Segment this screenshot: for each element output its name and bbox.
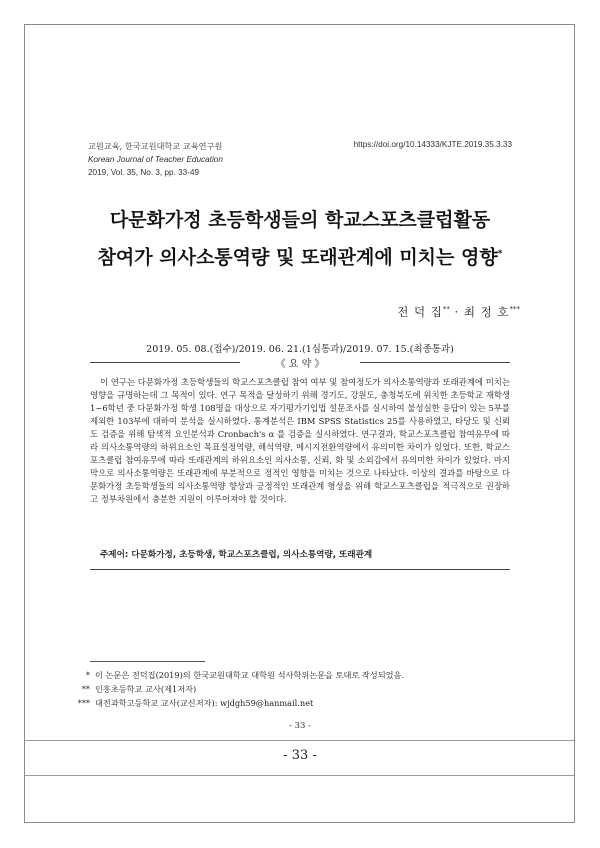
author-1-mark[interactable]: **	[442, 305, 450, 314]
page-number: - 33 -	[283, 748, 317, 763]
title-footnote-mark[interactable]: *	[497, 249, 503, 259]
paper-title	[60, 203, 540, 274]
footnote-2-mark: **	[81, 684, 90, 694]
abstract-text: 이 연구는 다문화가정 초등학생들의 학교스포츠클럽 참여 여부 및 참여정도가 의사소통역량과 또래관계에 미치는 영향을 규명하는데 그 목적이 있다. 연구 목적을 달성하기 위해 경기도, 강원도, 충청북도에 위치한 초등학교 재학생 1~6학년 중 다문화가정 학생 108명을 대상으로 자기평가기입법 설문조사를 실시하여 불성실한 응답이 있는 5부를 제외한 103부에 대하여 분석을 실시하였다. 통계분석은 IBM SPSS Statistics 25를 사용하였고, 타당도 및 신뢰도 검증을 위해 탐색적 요인분석과 Cronbach's α 를 검증을 실시하였다. 연구결과, 학교스포츠클럽 참여유무에 따라 의사소통역량의 하위요소인 목표설정역량, 해석역량, 메시지전환역량에서 유의미한 차이가 있었다. 또한, 학교스포츠클럽 참여유무에 따라 또래관계의 하위요소인 의사소통, 신뢰, 화 및 소외감에서 유의미한 차이가 있었다. 마지막으로 의사소통역량은 또래관계에 부분적으로 정적인 영향을 미치는 것으로 나타났다. 이상의 결과를 바탕으로 다문화가정 초등학생들의 의사소통역량 향상과 긍정적인 또래관계 형성을 위해 학교스포츠클럽을 적극적으로 권장하고 정부차원에서 충분한 지원이 이루어져야 할 것이다.	[90, 377, 510, 504]
doi-link[interactable]: https://doi.org/10.14333/KJTE.2019.35.3.33	[353, 140, 512, 149]
review-dates: 2019. 05. 08.(접수)/2019. 06. 21.(1심통과)/2019. 07. 15.(최종통과)	[146, 344, 454, 355]
footnote-1-mark: *	[85, 670, 90, 680]
title-line-2: 참여가 의사소통역량 및 또래관계에 미치는 영향*	[97, 246, 503, 269]
journal-header	[88, 140, 223, 179]
footnote-1	[70, 670, 404, 681]
journal-name-ko: 교원교육, 한국교원대학교 교육연구원	[88, 141, 223, 151]
abstract-header	[90, 355, 510, 369]
author-1: 전 덕 집	[397, 305, 443, 319]
footnote-2-text: 인흥초등학교 교사(제1저자)	[95, 684, 197, 694]
footnote-3	[70, 698, 313, 709]
author-2: 최 정 호	[463, 305, 510, 319]
footnote-3-text[interactable]: 대전과학고등학교 교사(교신저자): wjdgh59@hanmail.net	[95, 698, 314, 708]
abstract-bottom-rule	[90, 569, 510, 570]
author-separator: ·	[449, 305, 464, 319]
abstract-label: 《 요 약 》	[275, 359, 325, 370]
abstract-rule-right	[360, 362, 510, 363]
footnote-rule	[90, 661, 205, 662]
keywords: 주제어: 다문화가정, 초등학생, 학교스포츠클럽, 의사소통역량, 또래관계	[100, 550, 373, 560]
journal-name-en: Korean Journal of Teacher Education	[88, 155, 223, 164]
volume-info: 2019, Vol. 35, No. 3, pp. 33-49	[88, 168, 200, 177]
author-2-mark[interactable]: ***	[509, 305, 520, 314]
footnote-3-mark: ***	[77, 698, 90, 708]
footnote-2	[70, 684, 196, 695]
author-list	[397, 304, 520, 320]
page-number-small: - 33 -	[289, 721, 311, 731]
title-line-1: 다문화가정 초등학생들의 학교스포츠클럽활동	[109, 209, 491, 231]
footnote-1-text: 이 논문은 전덕집(2019)의 한국교원대학교 대학원 석사학위논문을 토대로 작성되었음.	[95, 670, 405, 680]
